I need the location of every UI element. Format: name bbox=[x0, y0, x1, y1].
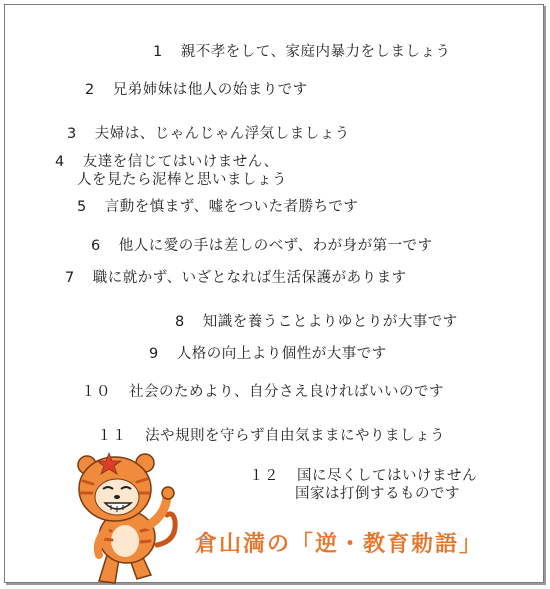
rule-text: 国に尽くしてはいけません bbox=[297, 468, 477, 484]
rule-10 bbox=[81, 383, 444, 401]
rule-text: 夫婦は、じゃんじゃん浮気しましょう bbox=[94, 126, 350, 142]
rule-text: 知識を養うことよりゆとりが大事です bbox=[202, 314, 458, 330]
rule-text: 親不孝をして、家庭内暴力をしましょう bbox=[180, 44, 451, 60]
rule-11 bbox=[97, 427, 445, 445]
rule-number: 7 bbox=[65, 270, 75, 286]
rule-5 bbox=[77, 198, 358, 216]
rule-text: 言動を慎まず、嘘をついた者勝ちです bbox=[104, 199, 359, 215]
rule-text: 社会のためより、自分さえ良ければいいのです bbox=[129, 384, 444, 400]
rule-text: 人格の向上より個性が大事です bbox=[176, 346, 387, 362]
rule-number: １０ bbox=[81, 384, 111, 400]
rule-number: 6 bbox=[91, 238, 101, 254]
page-frame bbox=[4, 4, 544, 583]
rule-number: 3 bbox=[67, 126, 77, 142]
rule-text: 職に就かず、いざとなれば生活保護があります bbox=[92, 270, 407, 286]
rule-9 bbox=[149, 345, 387, 363]
rule-2 bbox=[85, 81, 308, 99]
rule-number: 4 bbox=[55, 154, 65, 170]
rule-number: 9 bbox=[149, 346, 159, 362]
rule-4 bbox=[55, 153, 287, 189]
rule-text: 兄弟姉妹は他人の始まりです bbox=[112, 82, 308, 98]
rule-text: 法や規則を守らず自由気ままにやりましょう bbox=[145, 428, 445, 444]
rule-6 bbox=[91, 237, 433, 255]
rule-12 bbox=[249, 467, 477, 503]
rule-text: 友達を信じてはいけません、 bbox=[82, 154, 279, 170]
rule-1 bbox=[153, 43, 450, 61]
rule-number: 5 bbox=[77, 199, 87, 215]
rule-text: 他人に愛の手は差しのべず、わが身が第一です bbox=[118, 238, 433, 254]
rule-number: １１ bbox=[97, 428, 127, 444]
tiger-mascot-icon bbox=[69, 445, 181, 585]
rule-7 bbox=[65, 269, 407, 287]
rule-8 bbox=[175, 313, 458, 331]
rule-number: 1 bbox=[153, 44, 163, 60]
rule-text-line-2: 国家は打倒するものです bbox=[295, 486, 460, 502]
rule-text-line-2: 人を見たら泥棒と思いましょう bbox=[77, 172, 287, 188]
rule-3 bbox=[67, 125, 350, 143]
page-title: 倉山満の「逆・教育勅語」 bbox=[195, 532, 484, 557]
rule-number: １２ bbox=[249, 468, 279, 484]
rule-number: 8 bbox=[175, 314, 185, 330]
rule-number: 2 bbox=[85, 82, 95, 98]
